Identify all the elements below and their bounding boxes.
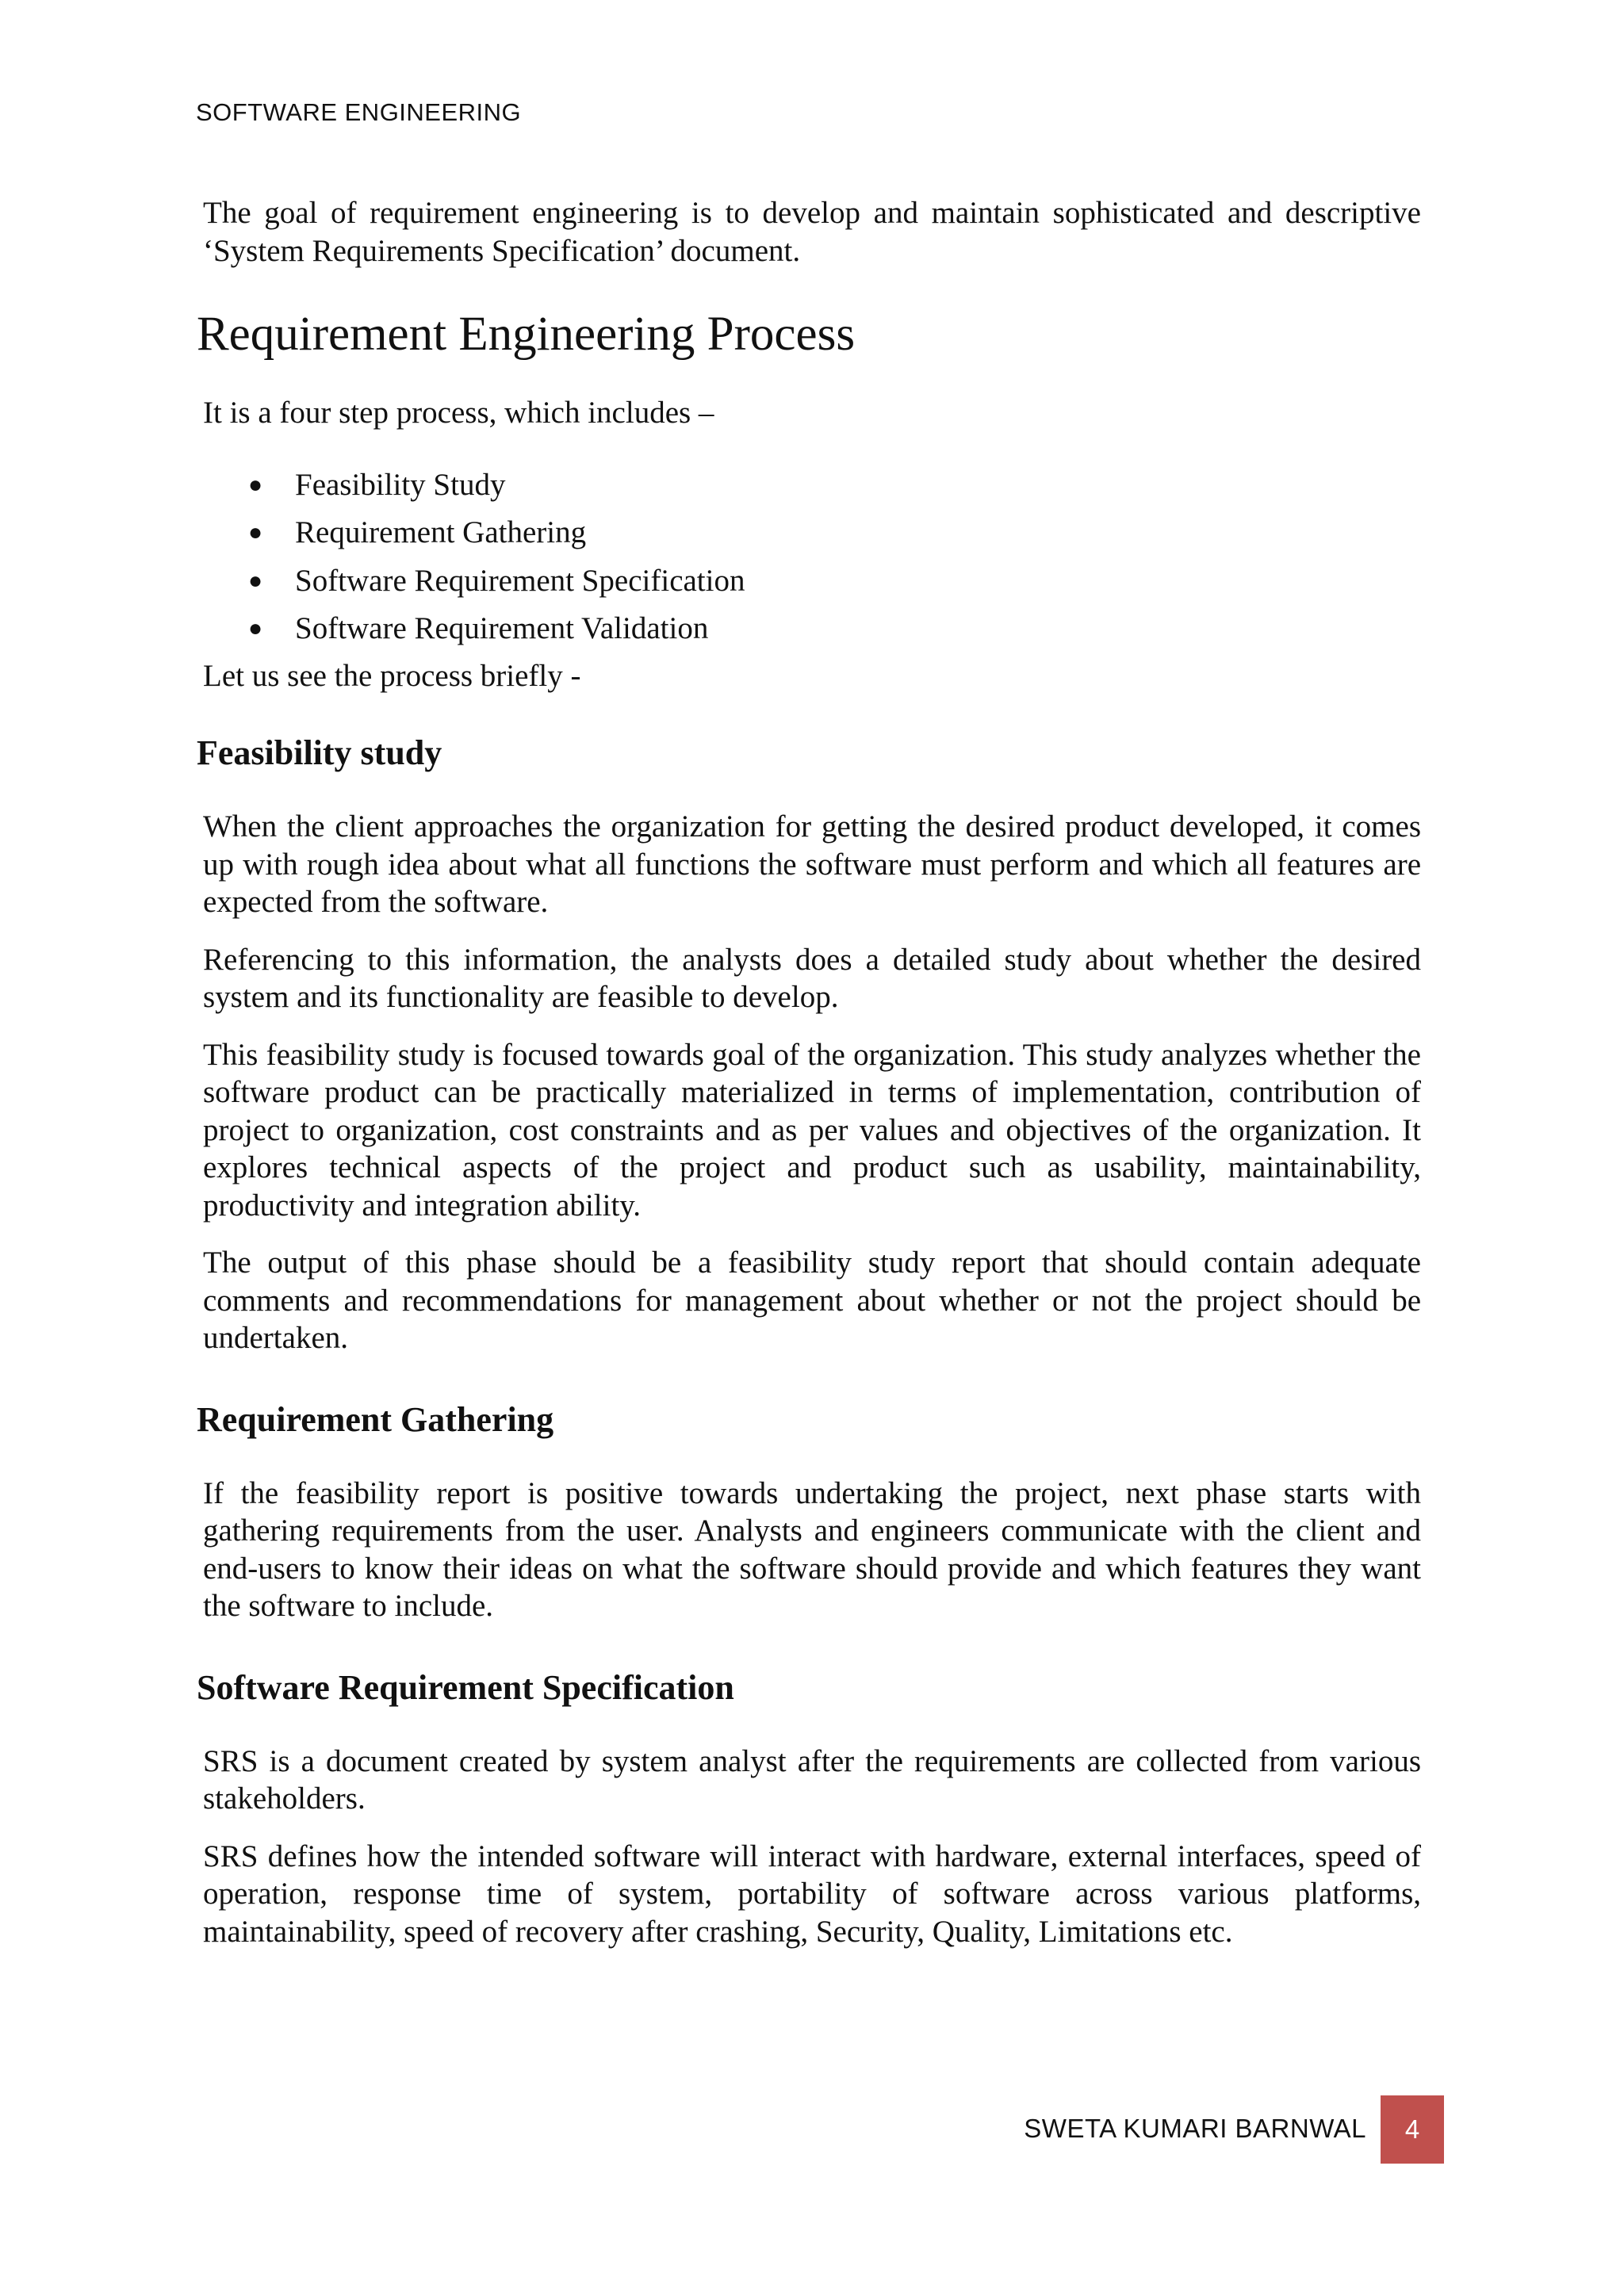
feasibility-paragraph: Referencing to this information, the analysts does a detailed study about whether the desired system and its functionality are feasible to develop. bbox=[203, 942, 1421, 1014]
step-label: Requirement Gathering bbox=[295, 515, 587, 549]
page-number-badge: 4 bbox=[1381, 2095, 1444, 2164]
process-step-list bbox=[197, 461, 1421, 653]
footer-author: SWETA KUMARI BARNWAL bbox=[1024, 2114, 1366, 2143]
section-heading-process: Requirement Engineering Process bbox=[197, 308, 856, 361]
srs-paragraph: SRS is a document created by system analyst after the requirements are collected from various stakeholders. bbox=[203, 1743, 1421, 1816]
document-body bbox=[197, 194, 1421, 1950]
list-item bbox=[197, 557, 1421, 606]
feasibility-paragraph: When the client approaches the organization for getting the desired product developed, it comes up with rough idea about what all functions the software must perform and which all features are expected from the software. bbox=[203, 809, 1421, 919]
bullet-icon: ● bbox=[248, 519, 263, 545]
list-item bbox=[197, 605, 1421, 653]
process-lead: It is a four step process, which includes – bbox=[203, 396, 714, 430]
bullet-icon: ● bbox=[248, 471, 263, 498]
process-outro: Let us see the process briefly - bbox=[203, 658, 581, 693]
intro-paragraph: The goal of requirement engineering is to develop and maintain sophisticated and descriptive ‘System Requirements Specification’ document. bbox=[203, 196, 1421, 268]
section-heading-gathering: Requirement Gathering bbox=[197, 1399, 554, 1439]
bullet-icon: ● bbox=[248, 567, 263, 594]
feasibility-paragraph: This feasibility study is focused towards goal of the organization. This study analyzes whether the software product can be practically materialized in terms of implementation, contribution of project to organization, cost constraints and as per values and objectives of the organization. It explores technical aspects of the project and product such as usability, maintainability, productivity and integration ability. bbox=[203, 1037, 1421, 1223]
list-item bbox=[197, 509, 1421, 557]
gathering-paragraph: If the feasibility report is positive towards undertaking the project, next phase starts with gathering requirements from the user. Analysts and engineers communicate with the client and end-users to know their ideas on what the software should provide and which features they want the software to include. bbox=[203, 1475, 1421, 1623]
list-item bbox=[197, 461, 1421, 510]
srs-paragraph: SRS defines how the intended software will interact with hardware, external interfaces, speed of operation, response time of system, portability of software across various platforms, maintainability, speed of recovery after crashing, Security, Quality, Limitations etc. bbox=[203, 1839, 1421, 1949]
step-label: Software Requirement Specification bbox=[295, 563, 745, 598]
step-label: Software Requirement Validation bbox=[295, 611, 709, 645]
bullet-icon: ● bbox=[248, 615, 263, 641]
feasibility-paragraph: The output of this phase should be a feasibility study report that should contain adequate comments and recommendations for management about whether or not the project should be undertaken. bbox=[203, 1246, 1421, 1355]
running-header: SOFTWARE ENGINEERING bbox=[196, 98, 522, 126]
section-heading-srs: Software Requirement Specification bbox=[197, 1667, 734, 1707]
section-heading-feasibility: Feasibility study bbox=[197, 733, 442, 772]
step-label: Feasibility Study bbox=[295, 467, 506, 502]
